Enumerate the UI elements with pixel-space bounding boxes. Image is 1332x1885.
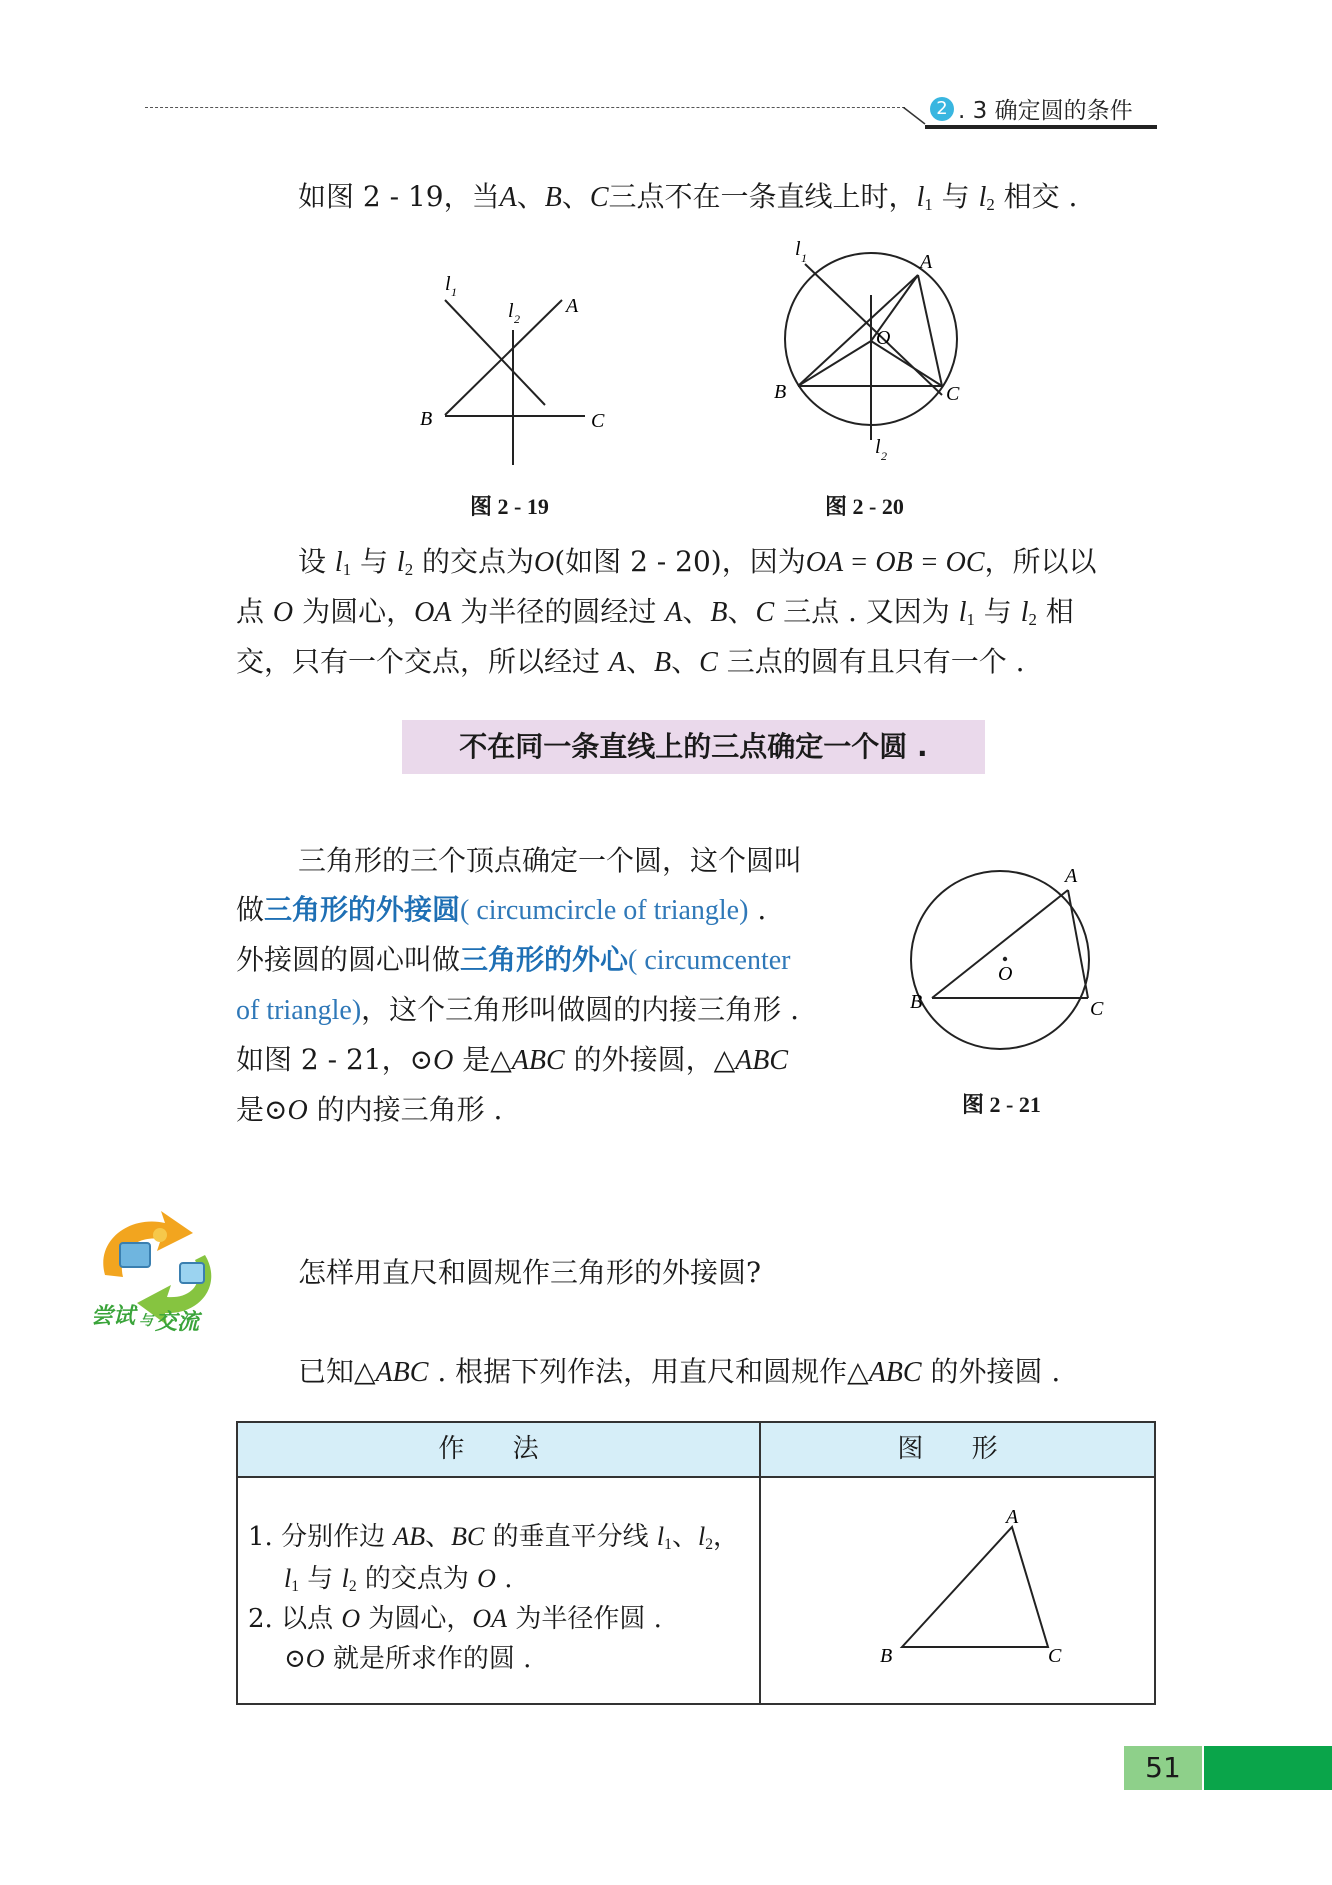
step-1-line-1: 1. 分别作边 AB、BC 的垂直平分线 $l_1$、$l_2$， — [248, 1522, 739, 1553]
circumcircle-line-2: 做三角形的外接圆( circumcircle of triangle) . — [236, 893, 767, 926]
monitor-icon-2 — [180, 1263, 204, 1283]
circumcircle-line-6: 是⊙O 的内接三角形 . — [236, 1093, 503, 1126]
label-b: B — [880, 1645, 893, 1667]
label-a: A — [1006, 1508, 1019, 1528]
label-l1-sub: 1 — [451, 285, 457, 299]
figure-2-21 — [900, 860, 1120, 1060]
triangle-abc — [902, 1527, 1048, 1647]
circumcircle-line-1: 三角形的三个顶点确定一个圆，这个圆叫 — [298, 844, 803, 877]
label-b: B — [774, 381, 787, 403]
label-l1: l — [445, 273, 451, 295]
figure-2-20 — [770, 240, 990, 470]
proof-line-2: 点 O 为圆心，OA 为半径的圆经过 A、B、C 三点 . 又因为 $l_1$ 与 $l_2$ 相 — [236, 595, 1074, 630]
label-c: C — [1090, 998, 1104, 1020]
try-and-discuss-logo — [85, 1205, 235, 1335]
label-c: C — [1048, 1645, 1062, 1667]
theorem-text: 不在同一条直线上的三点确定一个圆 . — [459, 730, 928, 763]
intro-paragraph: 如图 2 - 19，当A、B、C三点不在一条直线上时，$l_1$ 与 $l_2$ 相交 . — [298, 180, 1078, 215]
given-statement: 已知△ABC . 根据下列作法，用直尺和圆规作△ABC 的外接圆 . — [298, 1355, 1061, 1388]
circumcircle-line-5: 如图 2 - 21，⊙O 是△ABC 的外接圆，△ABC — [236, 1043, 788, 1076]
line-l1 — [445, 300, 545, 405]
page-bar — [1204, 1746, 1332, 1790]
line-l1 — [805, 264, 942, 395]
header-method: 作 法 — [438, 1434, 559, 1464]
header-tick — [903, 107, 927, 125]
segment-ob — [798, 341, 871, 386]
step-2: 2. 以点 O 为圆心，OA 为半径作圆 . — [248, 1604, 662, 1634]
section-badge: 2 — [930, 97, 954, 121]
construction-table — [236, 1421, 1156, 1705]
label-l2: l — [508, 300, 514, 322]
label-l1-sub: 1 — [801, 251, 807, 265]
caption-fig-2-20: 图 2 - 20 — [825, 494, 904, 519]
table-triangle-figure — [838, 1508, 1068, 1668]
proof-line-3: 交，只有一个交点，所以经过 A、B、C 三点的圆有且只有一个 . — [236, 645, 1025, 678]
term-circumcircle: 三角形的外接圆 — [264, 893, 461, 926]
figure-2-19 — [405, 265, 635, 475]
circumcircle-line-3: 外接圆的圆心叫做三角形的外心( circumcenter — [236, 943, 791, 976]
logo-text-2: 与 — [139, 1314, 153, 1329]
label-a: A — [566, 295, 579, 317]
label-c: C — [946, 383, 960, 405]
label-o: O — [998, 963, 1013, 985]
circumcircle-line-4: of triangle)，这个三角形叫做圆的内接三角形 . — [236, 993, 799, 1026]
label-l2: l — [875, 436, 881, 458]
label-a: A — [1065, 865, 1078, 887]
monitor-icon — [120, 1243, 150, 1267]
segment-ac — [1068, 890, 1088, 998]
logo-text-3: 交流 — [155, 1309, 200, 1334]
label-b: B — [420, 408, 433, 430]
caption-fig-2-21: 图 2 - 21 — [962, 1092, 1041, 1117]
label-c: C — [591, 410, 605, 432]
logo-text-1: 尝试 — [91, 1303, 136, 1328]
label-b: B — [910, 991, 923, 1013]
segment-ac — [918, 275, 942, 386]
label-l2-sub: 2 — [881, 449, 887, 463]
term-circumcenter: 三角形的外心 — [460, 943, 629, 976]
section-title: . 3 确定圆的条件 — [958, 98, 1133, 124]
center-point — [1003, 957, 1007, 961]
activity-question: 怎样用直尺和圆规作三角形的外接圆? — [298, 1256, 762, 1289]
label-o: O — [876, 327, 891, 349]
label-a: A — [920, 251, 933, 273]
label-l1: l — [795, 240, 801, 260]
circle-o — [911, 871, 1089, 1049]
header-figure: 图 形 — [897, 1434, 1018, 1464]
gear-icon — [153, 1228, 167, 1242]
caption-fig-2-19: 图 2 - 19 — [470, 494, 549, 519]
label-l2-sub: 2 — [514, 312, 520, 326]
step-3: ⊙O 就是所求作的圆 . — [284, 1644, 532, 1674]
step-1-line-2: $l_1$ 与 $l_2$ 的交点为 O . — [284, 1564, 513, 1595]
page-number: 51 — [1145, 1751, 1181, 1784]
proof-line-1: 设 $l_1$ 与 $l_2$ 的交点为O(如图 2 - 20)，因为OA = OB = OC，所以以 — [298, 545, 1097, 580]
header-rule — [145, 107, 905, 108]
segment-ba — [798, 275, 918, 386]
